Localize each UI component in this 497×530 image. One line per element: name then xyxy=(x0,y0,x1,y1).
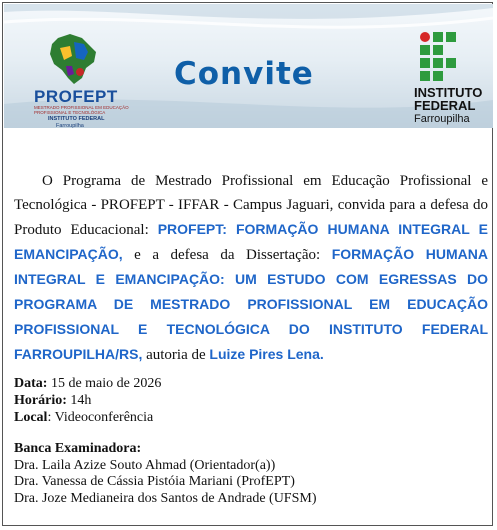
brazil-map-icon xyxy=(44,32,104,86)
committee-title-text: Banca Examinadora: xyxy=(14,441,142,456)
time-value: 14h xyxy=(66,393,92,408)
date-row xyxy=(14,375,161,392)
author-name: Luize Pires Lena. xyxy=(209,346,324,362)
if-grid-icon xyxy=(420,32,468,84)
date-label: Data: xyxy=(14,376,48,391)
committee-title xyxy=(14,441,317,458)
product-title: PROFEPT: FORMAÇÃO HUMANA INTEGRAL E EMANCIPAÇÃO, xyxy=(14,221,488,262)
iffar-line2: FEDERAL xyxy=(414,98,476,113)
profept-subtitle: MESTRADO PROFISSIONAL EM EDUCAÇÃO PROFISSIONAL E TECNOLÓGICA xyxy=(34,105,129,115)
event-info xyxy=(14,375,161,426)
invitation-card xyxy=(2,2,493,526)
authorship-text: autoria de xyxy=(142,347,210,363)
committee xyxy=(14,441,317,507)
committee-member: Dra. Vanessa de Cássia Pistóia Mariani (ProfEPT) xyxy=(14,474,295,489)
committee-member: Dra. Laila Azize Souto Ahmad (Orientador(a)) xyxy=(14,457,276,473)
place-label: Local xyxy=(14,410,48,425)
page-title: Convite xyxy=(174,56,314,92)
iffar-line1: INSTITUTO xyxy=(414,85,483,100)
profept-name: PROFEPT xyxy=(34,87,118,106)
profept-campus: Farroupilha xyxy=(56,123,84,128)
connector-text: e a defesa da Dissertação: xyxy=(122,247,332,263)
committee-member: Dra. Joze Medianeira dos Santos de Andrade (UFSM) xyxy=(14,490,317,506)
profept-logo xyxy=(20,32,132,128)
time-label: Horário: xyxy=(14,393,67,408)
time-row xyxy=(14,392,161,409)
profept-institution: INSTITUTO FEDERAL xyxy=(48,116,105,122)
invitation-text xyxy=(14,169,488,367)
intro-text: O Programa de Mestrado Profissional em Educação Profissional e Tecnológica - PROFEPT - IFFAR - Campus Jaguari, convida para a defesa do Produto Educacional: xyxy=(14,173,488,238)
iffar-line3: Farroupilha xyxy=(414,113,470,125)
date-value: 15 de maio de 2026 xyxy=(47,376,162,391)
place-row xyxy=(14,409,161,426)
dissertation-title: FORMAÇÃO HUMANA INTEGRAL E EMANCIPAÇÃO: UM ESTUDO COM EGRESSAS DO PROGRAMA DE MESTRADO PROFISSIONAL EM EDUCAÇÃO PROFISSIONAL E TECNOLÓGICA DO INSTITUTO FEDERAL FARROUPILHA/RS, xyxy=(14,246,488,362)
iffar-logo xyxy=(414,32,493,126)
header-banner xyxy=(4,4,493,128)
place-value: : Videoconferência xyxy=(47,410,154,425)
